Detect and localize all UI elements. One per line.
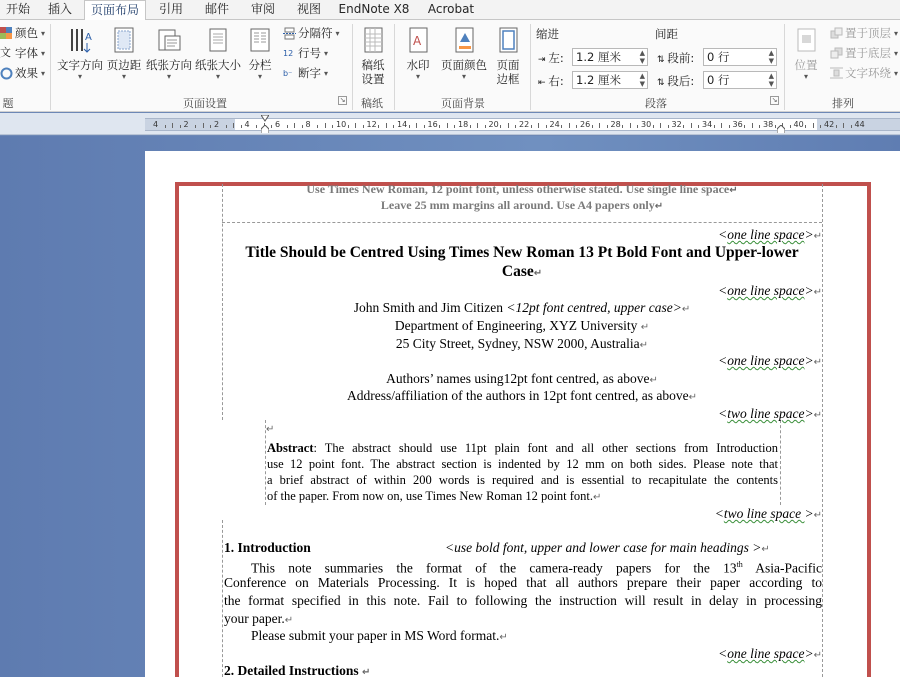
ruler-number: 14 bbox=[397, 120, 408, 129]
svg-text:A: A bbox=[85, 32, 92, 43]
group-label-paragraph: 段落 bbox=[645, 97, 667, 110]
ruler-tick bbox=[729, 125, 730, 128]
spinner-arrows-icon[interactable]: ▲ ▼ bbox=[639, 49, 645, 65]
spinner-arrows-icon[interactable]: ▲ ▼ bbox=[639, 72, 645, 88]
spacing-note[interactable]: <one line space>↵ bbox=[718, 646, 822, 661]
ruler-number: 40 bbox=[793, 120, 804, 129]
ruler-tick bbox=[332, 125, 333, 128]
ruler-tick bbox=[744, 125, 745, 128]
ruler-number: 4 bbox=[153, 120, 159, 129]
ruler-tick bbox=[843, 123, 844, 128]
spacing-after-icon: ⇅ bbox=[657, 78, 668, 88]
ruler-tick bbox=[653, 125, 654, 128]
page-borders-button[interactable]: 页面 边框 bbox=[491, 24, 525, 92]
page-size-icon bbox=[205, 26, 231, 54]
ruler-number: 30 bbox=[641, 120, 652, 129]
ruler-tick bbox=[515, 125, 516, 128]
group-label-draft: 稿纸 bbox=[361, 97, 383, 110]
ruler-tick bbox=[348, 125, 349, 128]
header-note-line-1[interactable]: Use Times New Roman, 12 point font, unless otherwise stated. Use single line space↵ bbox=[306, 182, 738, 196]
ruler-tick bbox=[447, 123, 448, 128]
authors-instruction[interactable]: Authors’ names using12pt font centred, as above↵ bbox=[386, 371, 658, 386]
ruler-tick bbox=[714, 125, 715, 128]
spacing-after-spinner[interactable]: 0 行 ▲ ▼ bbox=[703, 71, 777, 89]
group-label-arrange: 排列 bbox=[832, 97, 854, 110]
ruler-tick bbox=[317, 125, 318, 128]
ruler-tick bbox=[378, 125, 379, 128]
ruler-tick bbox=[271, 125, 272, 128]
page-size-button[interactable]: 纸张大小 ▾ bbox=[193, 24, 243, 92]
breaks-button[interactable]: 分隔符 ▾ bbox=[283, 24, 340, 42]
ruler-tick bbox=[424, 125, 425, 128]
ruler-tick bbox=[813, 123, 814, 128]
ruler-tick bbox=[393, 125, 394, 128]
page-setup-dialog-launcher[interactable]: ↘ bbox=[339, 96, 346, 104]
ruler-number: 42 bbox=[824, 120, 835, 129]
ruler-tick bbox=[531, 125, 532, 128]
left-indent-marker-icon[interactable] bbox=[261, 125, 269, 133]
bring-forward-button[interactable]: 置于顶层 ▾ bbox=[830, 24, 898, 42]
ruler-tick bbox=[691, 123, 692, 128]
spacing-before-icon: ⇅ bbox=[657, 55, 668, 65]
ribbon-panel bbox=[0, 20, 900, 112]
margins-icon bbox=[111, 26, 137, 54]
draft-paper-settings-button[interactable]: 稿纸 设置 bbox=[356, 24, 390, 92]
address-instruction[interactable]: Address/affiliation of the authors in 12pt font centred, as above↵ bbox=[346, 388, 698, 403]
draft-paper-icon bbox=[360, 26, 386, 54]
position-button[interactable]: 位置 ▾ bbox=[788, 24, 824, 92]
margins-button[interactable]: 页边距 ▾ bbox=[104, 24, 144, 92]
ruler-tick bbox=[203, 123, 204, 128]
intro-paragraph-2[interactable]: Please submit your paper in MS Word format.↵ bbox=[251, 628, 508, 643]
ruler-number: 2 bbox=[214, 120, 220, 129]
first-line-indent-marker-icon[interactable] bbox=[261, 115, 269, 123]
ruler-tick bbox=[630, 123, 631, 128]
position-icon bbox=[793, 26, 819, 54]
indent-right-icon: ⇤ bbox=[538, 78, 549, 88]
theme-fonts-icon: 文 bbox=[0, 46, 11, 59]
ruler-tick bbox=[698, 125, 699, 128]
ruler-tick bbox=[790, 125, 791, 128]
group-separator bbox=[784, 24, 785, 110]
heading-introduction[interactable]: 1. Introduction bbox=[224, 540, 311, 555]
ruler-tick bbox=[477, 123, 478, 128]
spacing-before-label: ⇅ 段前: bbox=[657, 51, 695, 65]
group-separator bbox=[352, 24, 353, 110]
theme-effects-button[interactable]: 效果 ▾ bbox=[0, 64, 45, 82]
intro-paragraph-line-1[interactable]: This note summaries the format of the camera-ready papers for the 13th Asia-Pacific bbox=[251, 560, 822, 576]
tab-home[interactable]: 开始 bbox=[5, 2, 30, 16]
group-separator bbox=[50, 24, 51, 110]
ruler-tick bbox=[325, 123, 326, 128]
right-indent-marker-icon[interactable] bbox=[777, 125, 785, 133]
ruler-number: 12 bbox=[366, 120, 377, 129]
ruler-number: 26 bbox=[580, 120, 591, 129]
theme-fonts-label: 字体 bbox=[15, 46, 38, 60]
ruler-tick bbox=[454, 125, 455, 128]
ruler-tick bbox=[233, 123, 234, 128]
ruler-number: 18 bbox=[458, 120, 469, 129]
group-separator bbox=[394, 24, 395, 110]
orientation-button[interactable]: 纸张方向 ▾ bbox=[143, 24, 195, 92]
intro-paragraph-line-3[interactable]: the format specified in this note. Fail to following the instruction will result in delay in processing bbox=[224, 593, 822, 608]
ruler-tick bbox=[485, 125, 486, 128]
columns-button[interactable]: 分栏 ▾ bbox=[243, 24, 277, 92]
paragraph-dialog-launcher[interactable]: ↘ bbox=[771, 96, 778, 104]
ruler-tick bbox=[752, 123, 753, 128]
ruler-number: 16 bbox=[427, 120, 438, 129]
theme-colors-icon bbox=[0, 27, 13, 40]
ruler-tick bbox=[287, 125, 288, 128]
spacing-note[interactable]: <two line space >↵ bbox=[714, 506, 822, 521]
theme-colors-button[interactable]: 颜色 ▾ bbox=[0, 24, 45, 42]
ruler-number: 4 bbox=[244, 120, 250, 129]
spacing-note[interactable]: <one line space>↵ bbox=[718, 353, 822, 368]
tab-acrobat[interactable]: Acrobat bbox=[427, 2, 475, 16]
ruler-tick bbox=[622, 125, 623, 128]
horizontal-ruler[interactable] bbox=[145, 118, 900, 131]
group-label-page-setup: 页面设置 bbox=[183, 97, 227, 110]
group-label-page-background: 页面背景 bbox=[441, 97, 485, 110]
ruler-tick bbox=[851, 125, 852, 128]
ruler-tick bbox=[607, 125, 608, 128]
ruler-number: 28 bbox=[610, 120, 621, 129]
hyphenation-icon: b⁻ bbox=[283, 68, 293, 78]
breaks-icon bbox=[283, 27, 296, 40]
indent-header: 缩进 bbox=[536, 27, 559, 41]
ruler-tick bbox=[386, 123, 387, 128]
ribbon-tab-bar bbox=[0, 0, 900, 20]
ruler-tick bbox=[561, 125, 562, 128]
ruler-tick bbox=[546, 125, 547, 128]
header-note-line-2[interactable]: Leave 25 mm margins all around. Use A4 papers only↵ bbox=[380, 198, 664, 212]
ruler-tick bbox=[538, 123, 539, 128]
page-color-icon bbox=[451, 26, 477, 54]
page-color-button[interactable]: 页面颜色 ▾ bbox=[437, 24, 491, 92]
line-numbers-button[interactable]: 12 行号 ▾ bbox=[283, 46, 329, 60]
ruler-tick bbox=[241, 125, 242, 128]
spacing-after-label: ⇅ 段后: bbox=[657, 74, 695, 88]
author-names[interactable]: John Smith and Jim Citizen <12pt font centred, upper case>↵ bbox=[353, 300, 691, 315]
ruler-tick bbox=[226, 125, 227, 128]
ruler-tick bbox=[599, 123, 600, 128]
tab-mailings[interactable]: 邮件 bbox=[204, 2, 229, 16]
svg-text:A: A bbox=[413, 34, 422, 48]
author-affiliation[interactable]: Department of Engineering, XYZ University ↵ bbox=[394, 318, 650, 333]
theme-effects-icon bbox=[0, 67, 13, 80]
abstract-line-1[interactable]: Abstract: The abstract should use 11pt plain font and all other sections from Introduction bbox=[267, 441, 778, 455]
indent-left-icon: ⇥ bbox=[538, 55, 549, 65]
intro-paragraph-line-2[interactable]: Conference on Materials Processing. It is hoped that all authors prepare their paper according to bbox=[224, 575, 822, 590]
ruler-tick bbox=[363, 125, 364, 128]
ruler-tick bbox=[775, 125, 776, 128]
ruler-number: 38 bbox=[763, 120, 774, 129]
ruler-tick bbox=[637, 125, 638, 128]
page-borders-icon bbox=[495, 26, 521, 54]
group-separator bbox=[530, 24, 531, 110]
ruler-tick bbox=[180, 125, 181, 128]
ruler-number: 22 bbox=[519, 120, 530, 129]
empty-paragraph-mark: ↵ bbox=[266, 424, 275, 435]
ruler-tick bbox=[470, 125, 471, 128]
ruler-number: 32 bbox=[671, 120, 682, 129]
heading-detailed-instructions[interactable]: 2. Detailed Instructions ↵ bbox=[224, 663, 371, 677]
ruler-left-margin bbox=[145, 119, 235, 130]
ruler-tick bbox=[508, 123, 509, 128]
ruler-tick bbox=[592, 125, 593, 128]
bring-forward-icon bbox=[830, 27, 843, 40]
text-direction-button[interactable]: A 文字方向 ▾ bbox=[55, 24, 105, 92]
ruler-number: 36 bbox=[732, 120, 743, 129]
spacing-note[interactable]: <one line space>↵ bbox=[718, 283, 822, 298]
ruler-tick bbox=[805, 125, 806, 128]
ruler-tick bbox=[165, 125, 166, 128]
ruler-tick bbox=[195, 125, 196, 128]
columns-icon bbox=[247, 26, 273, 54]
line-numbers-icon: 12 bbox=[283, 48, 294, 58]
ruler-number: 20 bbox=[488, 120, 499, 129]
ruler-number: 24 bbox=[549, 120, 560, 129]
ruler-number: 2 bbox=[183, 120, 189, 129]
heading-format-note[interactable]: <use bold font, upper and lower case for main headings >↵ bbox=[445, 540, 770, 555]
ruler-tick bbox=[576, 125, 577, 128]
theme-colors-label: 颜色 bbox=[15, 26, 38, 40]
ruler-number: 8 bbox=[305, 120, 311, 129]
group-label-themes: 题 bbox=[2, 97, 14, 110]
tab-review[interactable]: 审阅 bbox=[250, 2, 275, 16]
ruler-tick bbox=[500, 125, 501, 128]
wrap-text-button[interactable]: 文字环绕 ▾ bbox=[830, 64, 898, 82]
ruler-tick bbox=[569, 123, 570, 128]
tab-page-layout[interactable]: 页面布局 bbox=[84, 0, 146, 21]
indent-right-spinner[interactable]: 1.2 厘米 ▲ ▼ bbox=[572, 71, 648, 89]
ruler-tick bbox=[256, 125, 257, 128]
ruler-tick bbox=[820, 125, 821, 128]
watermark-icon bbox=[405, 26, 431, 54]
abstract-line-2[interactable]: use 12 point font. The abstract section is indented by 12 mm on both sides. Please note that bbox=[267, 457, 778, 471]
tab-view[interactable]: 视图 bbox=[296, 2, 321, 16]
ruler-tick bbox=[172, 123, 173, 128]
ruler-number: 44 bbox=[854, 120, 865, 129]
paper-title-line-1[interactable]: Title Should be Centred Using Times New Roman 13 Pt Bold Font and Upper-lower bbox=[245, 244, 799, 261]
orientation-icon bbox=[156, 26, 182, 54]
spinner-arrows-icon[interactable]: ▲ ▼ bbox=[768, 72, 774, 88]
ruler-tick bbox=[210, 125, 211, 128]
ruler-tick bbox=[439, 125, 440, 128]
ruler-tick bbox=[660, 123, 661, 128]
ruler-number: 10 bbox=[336, 120, 347, 129]
tab-insert[interactable]: 插入 bbox=[47, 2, 72, 16]
text-boundary-guide bbox=[822, 184, 823, 677]
send-backward-icon bbox=[830, 47, 843, 60]
abstract-boundary-guide bbox=[780, 420, 781, 505]
ruler-tick bbox=[668, 125, 669, 128]
spacing-header: 间距 bbox=[655, 27, 678, 41]
spacing-note[interactable]: <two line space>↵ bbox=[718, 406, 822, 421]
spinner-arrows-icon[interactable]: ▲ ▼ bbox=[768, 49, 774, 65]
ruler-tick bbox=[721, 123, 722, 128]
tab-endnote[interactable]: EndNote X8 bbox=[338, 2, 410, 16]
intro-paragraph-line-4[interactable]: your paper.↵ bbox=[224, 611, 294, 626]
theme-fonts-button[interactable]: 文 字体 ▾ bbox=[0, 46, 46, 60]
hyphenation-button[interactable]: b⁻ 断字 ▾ bbox=[283, 66, 329, 80]
theme-effects-label: 效果 bbox=[15, 66, 38, 80]
author-address[interactable]: 25 City Street, Sydney, NSW 2000, Australia↵ bbox=[395, 336, 649, 351]
wrap-text-icon bbox=[830, 67, 843, 80]
spacing-before-spinner[interactable]: 0 行 ▲ ▼ bbox=[703, 48, 777, 66]
ruler-tick bbox=[409, 125, 410, 128]
ruler-tick bbox=[355, 123, 356, 128]
ruler-number: 34 bbox=[702, 120, 713, 129]
abstract-line-4[interactable]: of the paper. From now on, use Times New Roman 12 point font.↵ bbox=[267, 489, 602, 503]
paper-title-line-2[interactable]: Case↵ bbox=[501, 263, 543, 280]
text-boundary-guide bbox=[222, 222, 822, 223]
ruler-tick bbox=[836, 125, 837, 128]
indent-right-label: ⇤ 右: bbox=[538, 74, 564, 88]
ruler-tick bbox=[416, 123, 417, 128]
ruler-tick bbox=[683, 125, 684, 128]
watermark-button[interactable]: A 水印 ▾ bbox=[400, 24, 436, 92]
ruler-tick bbox=[302, 125, 303, 128]
ruler-tick bbox=[294, 123, 295, 128]
abstract-line-3[interactable]: a brief abstract of within 200 words is required and is essential to recapitulate the contents bbox=[267, 473, 778, 487]
send-backward-button[interactable]: 置于底层 ▾ bbox=[830, 44, 898, 62]
spacing-note[interactable]: <one line space>↵ bbox=[718, 227, 822, 242]
text-direction-icon bbox=[67, 26, 93, 54]
tab-references[interactable]: 引用 bbox=[158, 2, 183, 16]
ruler-tick bbox=[759, 125, 760, 128]
ruler-number: 6 bbox=[275, 120, 281, 129]
indent-left-spinner[interactable]: 1.2 厘米 ▲ ▼ bbox=[572, 48, 648, 66]
indent-left-label: ⇥ 左: bbox=[538, 51, 564, 65]
